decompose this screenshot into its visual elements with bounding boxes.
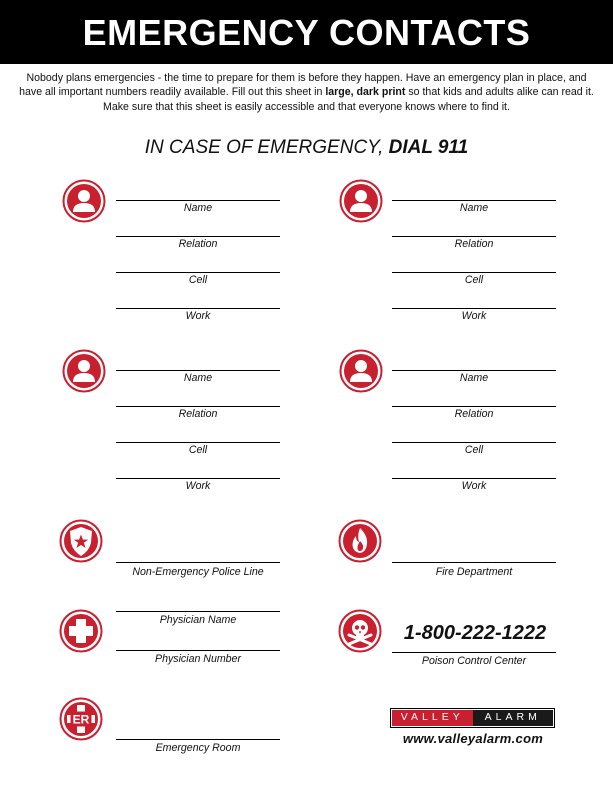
physician-number-label: Physician Number [155,653,241,665]
work-label: Work [461,480,487,492]
person-icon [62,349,106,393]
relation-label: Relation [178,238,218,250]
name-line[interactable] [392,370,556,371]
emergency-room-icon [59,697,103,741]
person-icon [339,349,383,393]
physician-number-line[interactable] [116,650,280,651]
page-title: EMERGENCY CONTACTS [82,12,531,53]
emergency-heading [0,137,613,159]
work-label: Work [185,310,211,322]
fire-line[interactable] [392,562,556,563]
work-line[interactable] [392,478,556,479]
name-label: Name [459,202,489,214]
work-label: Work [185,480,211,492]
intro-text-1: Nobody plans emergencies - the time to prepare for them is before they happen. Have an emergency plan in place, and have all important numbers readily available. Fill out this sheet in [19,72,587,99]
poison-line [392,652,556,653]
work-line[interactable] [116,308,280,309]
medical-cross-icon [59,609,103,653]
name-line[interactable] [392,200,556,201]
cell-label: Cell [188,444,208,456]
cell-line[interactable] [116,272,280,273]
police-label: Non-Emergency Police Line [132,566,264,578]
relation-line[interactable] [392,236,556,237]
cell-line[interactable] [116,442,280,443]
dial-911: DIAL 911 [388,137,469,158]
person-icon [339,179,383,223]
work-label: Work [461,310,487,322]
cell-label: Cell [188,274,208,286]
header-bar [0,0,613,64]
name-label: Name [183,202,213,214]
relation-line[interactable] [392,406,556,407]
fire-label: Fire Department [435,566,513,578]
relation-label: Relation [454,408,494,420]
name-label: Name [183,372,213,384]
flame-icon [338,519,382,563]
poison-control-number: 1-800-222-1222 [403,622,547,644]
emergency-room-label: Emergency Room [155,742,241,754]
valley-alarm-logo [390,708,555,728]
poison-label: Poison Control Center [421,655,527,667]
emergency-room-line[interactable] [116,739,280,740]
police-badge-icon [59,519,103,563]
emergency-prefix: IN CASE OF EMERGENCY, [144,137,389,158]
cell-label: Cell [464,444,484,456]
physician-name-line[interactable] [116,611,280,612]
work-line[interactable] [116,478,280,479]
physician-name-label: Physician Name [159,614,237,626]
relation-label: Relation [178,408,218,420]
person-icon [62,179,106,223]
website-url[interactable]: www.valleyalarm.com [402,731,544,746]
cell-line[interactable] [392,442,556,443]
logo-right-text: ALARM [473,710,554,726]
relation-label: Relation [454,238,494,250]
work-line[interactable] [392,308,556,309]
intro-paragraph [18,71,595,114]
cell-line[interactable] [392,272,556,273]
logo-left-text: VALLEY [392,710,473,726]
er-icon-text: ER [72,712,90,727]
intro-text-2: so that kids and adults alike can read it. Make sure that this sheet is easily accessible and that everyone knows where to find it. [103,86,594,113]
cell-label: Cell [464,274,484,286]
name-label: Name [459,372,489,384]
police-line[interactable] [116,562,280,563]
relation-line[interactable] [116,236,280,237]
name-line[interactable] [116,200,280,201]
relation-line[interactable] [116,406,280,407]
intro-bold-text: large, dark print [325,86,406,99]
name-line[interactable] [116,370,280,371]
skull-crossbones-icon [338,609,382,653]
